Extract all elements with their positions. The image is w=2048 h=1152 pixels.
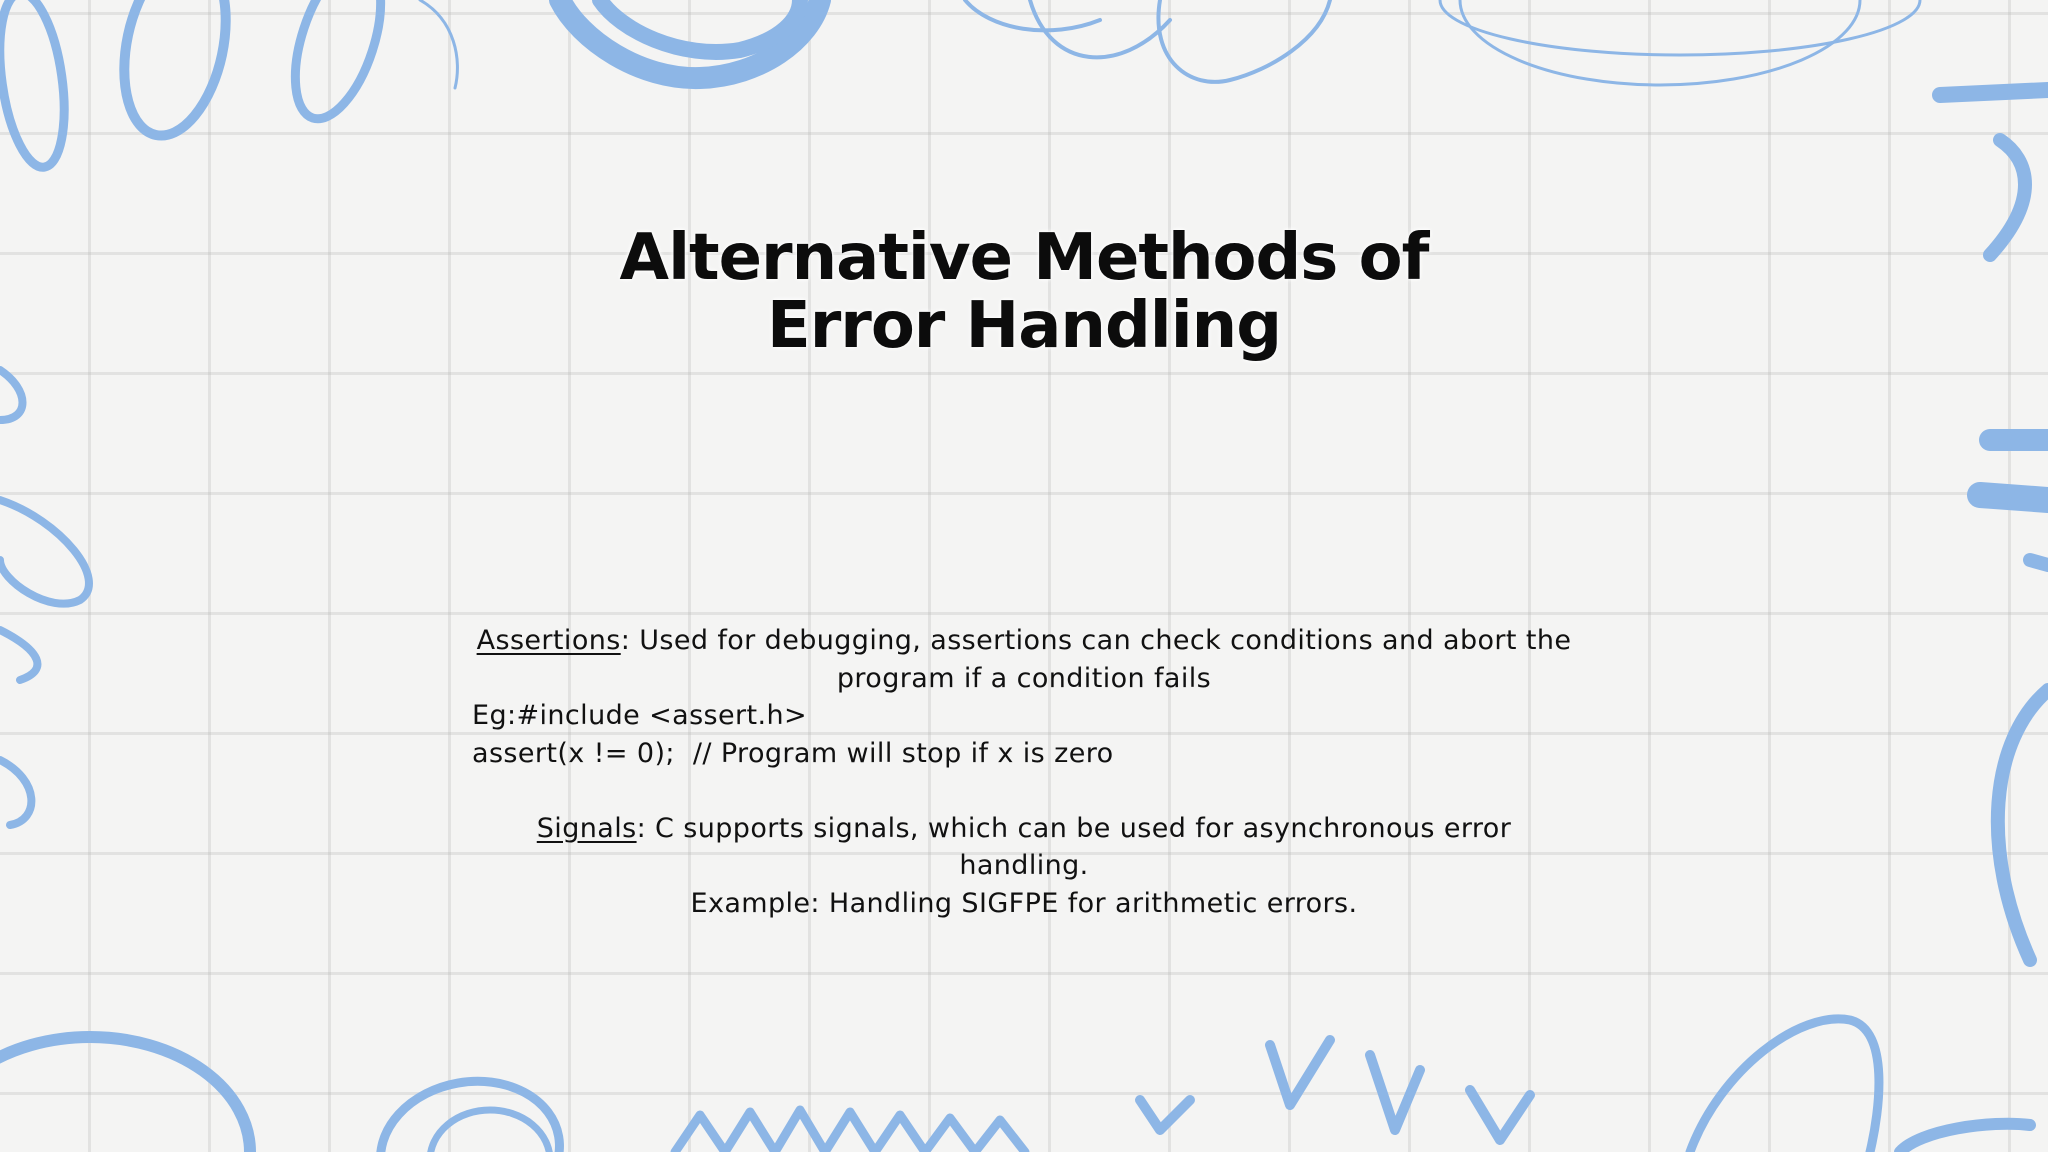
paragraph-spacer	[472, 772, 1576, 810]
title-line-2: Error Handling	[766, 289, 1282, 363]
scribble-loop	[0, 1037, 250, 1152]
signals-paragraph	[472, 810, 1576, 885]
scribble-stroke	[420, 0, 457, 88]
assertions-example-include: Eg:#include <assert.h>	[472, 700, 808, 731]
signals-term: Signals	[536, 812, 637, 844]
scribble-stroke	[0, 760, 31, 825]
scribble-stroke	[1158, 0, 1330, 82]
scribble-stroke	[0, 500, 89, 604]
scribble-stroke	[1990, 140, 2025, 255]
scribble-loop	[0, 0, 74, 171]
scribble-loop	[109, 0, 241, 145]
scribble-zigzag	[675, 1110, 1025, 1152]
scribble-stroke	[2030, 560, 2048, 565]
scribble-check	[1470, 1090, 1530, 1140]
assertions-paragraph	[472, 622, 1576, 697]
assertions-description: : Used for debugging, assertions can check conditions and abort the program if a condition fails	[620, 625, 1572, 694]
signals-description: : C supports signals, which can be used for asynchronous error handling.	[636, 812, 1512, 881]
scribble-stroke	[0, 370, 23, 420]
scribble-check	[1370, 1055, 1420, 1130]
scribble-stroke	[0, 630, 37, 680]
scribble-check	[1270, 1040, 1330, 1105]
slide-body	[472, 622, 1576, 922]
assertions-example-assert: assert(x != 0); // Program will stop if x is zero	[472, 737, 1114, 769]
scribble-stroke	[1998, 690, 2048, 960]
scribble-loop	[430, 1110, 550, 1152]
scribble-stroke	[1900, 1124, 2030, 1152]
scribble-stroke	[1980, 495, 2048, 500]
title-line-1: Alternative Methods of	[619, 221, 1429, 295]
scribble-stroke	[1690, 1019, 1879, 1152]
scribble-blob	[600, 0, 800, 52]
scribble-check	[1140, 1100, 1190, 1130]
scribble-stroke	[1940, 90, 2048, 95]
signals-example: Example: Handling SIGFPE for arithmetic errors.	[690, 887, 1358, 919]
slide-title	[424, 221, 1624, 363]
assertions-term: Assertions	[476, 625, 621, 656]
scribble-loop	[278, 0, 397, 129]
